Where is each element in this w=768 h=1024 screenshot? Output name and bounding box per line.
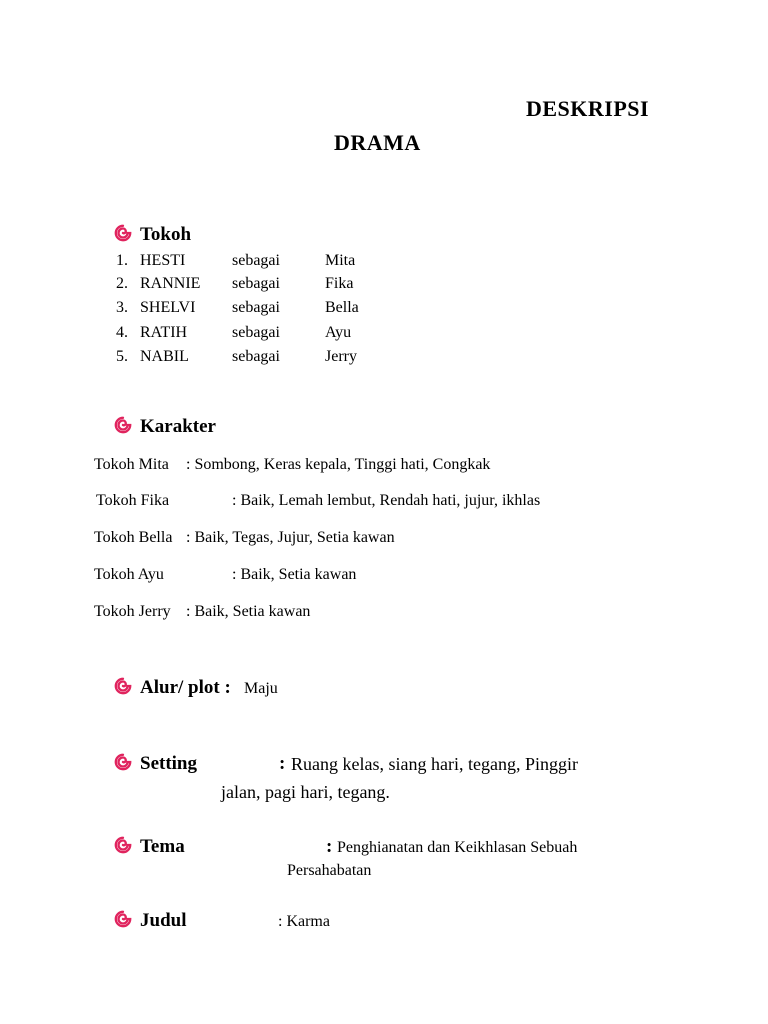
- setting-value-line-2: jalan, pagi hari, tegang.: [221, 782, 390, 802]
- setting-value-line-1: Ruang kelas, siang hari, tegang, Pinggir: [291, 754, 578, 774]
- cast-as: sebagai: [232, 275, 280, 292]
- karakter-desc: : Baik, Tegas, Jujur, Setia kawan: [186, 529, 395, 546]
- alur-heading: Alur/ plot :: [140, 677, 231, 698]
- title-line-1: DESKRIPSI: [526, 96, 650, 121]
- tokoh-heading: Tokoh: [140, 224, 192, 245]
- karakter-label: Tokoh Bella: [94, 529, 173, 546]
- alur-value: Maju: [244, 680, 278, 697]
- swirl-bullet-icon: [114, 224, 132, 242]
- tema-heading: Tema: [140, 836, 185, 857]
- karakter-desc: : Baik, Setia kawan: [186, 603, 311, 620]
- karakter-desc: : Baik, Lemah lembut, Rendah hati, jujur, ikhlas: [232, 492, 541, 509]
- cast-actor: RANNIE: [140, 275, 201, 292]
- cast-number: 5.: [116, 348, 128, 365]
- karakter-label: Tokoh Fika: [96, 492, 170, 509]
- tema-colon: :: [326, 836, 333, 857]
- cast-as: sebagai: [232, 299, 280, 316]
- karakter-label: Tokoh Ayu: [94, 566, 164, 583]
- tema-value-line-1: Penghianatan dan Keikhlasan Sebuah: [337, 839, 578, 856]
- swirl-bullet-icon: [114, 677, 132, 695]
- cast-number: 2.: [116, 275, 128, 292]
- karakter-label: Tokoh Mita: [94, 456, 169, 473]
- cast-as: sebagai: [232, 252, 280, 269]
- cast-number: 4.: [116, 324, 128, 341]
- karakter-label: Tokoh Jerry: [94, 603, 171, 620]
- cast-role: Jerry: [325, 348, 357, 365]
- swirl-bullet-icon: [114, 836, 132, 854]
- cast-actor: SHELVI: [140, 299, 196, 316]
- swirl-bullet-icon: [114, 416, 132, 434]
- cast-role: Bella: [325, 299, 359, 316]
- cast-actor: HESTI: [140, 252, 186, 269]
- cast-role: Ayu: [325, 324, 352, 341]
- karakter-desc: : Baik, Setia kawan: [232, 566, 357, 583]
- title-line-2: DRAMA: [334, 130, 421, 155]
- cast-as: sebagai: [232, 324, 280, 341]
- judul-heading: Judul: [140, 910, 187, 931]
- karakter-heading: Karakter: [140, 416, 216, 437]
- cast-number: 3.: [116, 299, 128, 316]
- karakter-desc: : Sombong, Keras kepala, Tinggi hati, Congkak: [186, 456, 491, 473]
- judul-value: : Karma: [278, 913, 330, 930]
- setting-colon: :: [279, 753, 286, 774]
- setting-heading: Setting: [140, 753, 197, 774]
- cast-actor: RATIH: [140, 324, 188, 341]
- cast-as: sebagai: [232, 348, 280, 365]
- cast-number: 1.: [116, 252, 128, 269]
- tema-value-line-2: Persahabatan: [287, 862, 372, 879]
- cast-role: Mita: [325, 252, 356, 269]
- swirl-bullet-icon: [114, 910, 132, 928]
- swirl-bullet-icon: [114, 753, 132, 771]
- cast-role: Fika: [325, 275, 354, 292]
- cast-actor: NABIL: [140, 348, 189, 365]
